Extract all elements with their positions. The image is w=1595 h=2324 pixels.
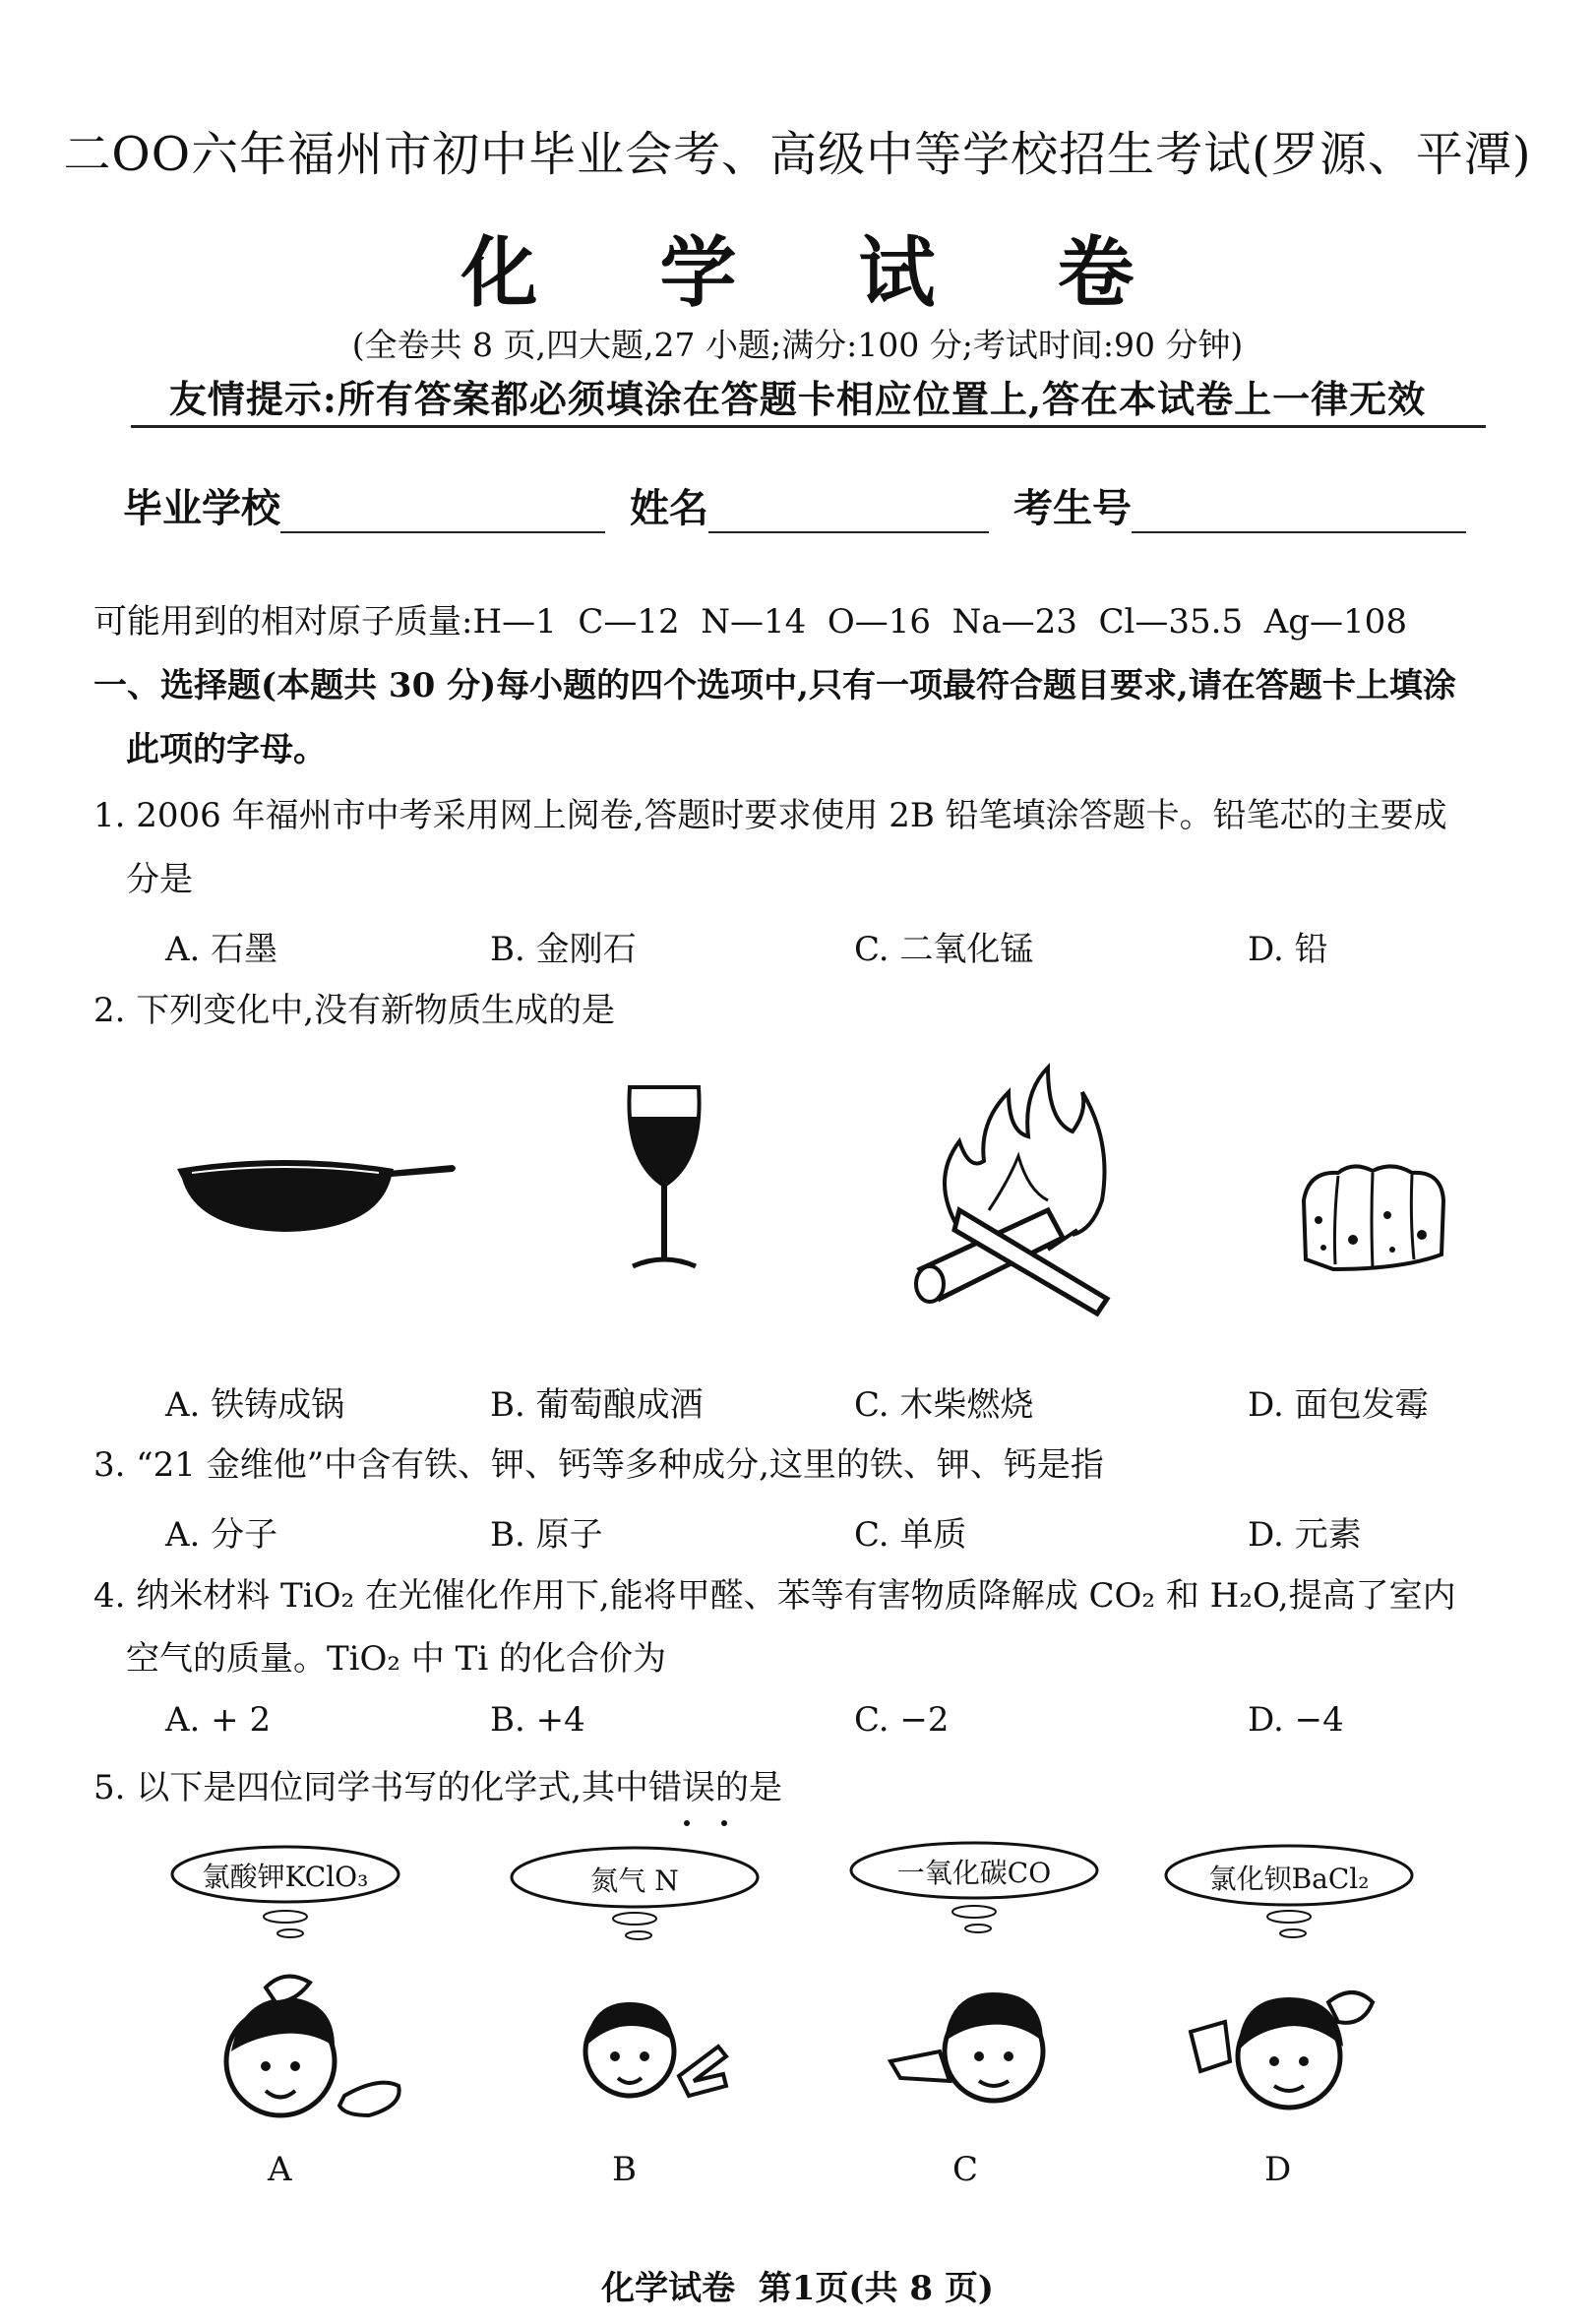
q5-stem: 5. 以下是四位同学书写的化学式,其中错误的是 bbox=[93, 1768, 783, 1807]
subject-char: 化 bbox=[460, 228, 538, 318]
moldy-bread-icon bbox=[1294, 1161, 1451, 1279]
q1-option-a: A. 石墨 bbox=[165, 930, 278, 969]
q4-option-c: C. −2 bbox=[854, 1700, 950, 1740]
q2-option-c: C. 木柴燃烧 bbox=[854, 1385, 1034, 1425]
q5-label-a: A bbox=[268, 2150, 292, 2189]
school-blank[interactable] bbox=[280, 492, 605, 533]
burning-wood-icon bbox=[900, 1063, 1136, 1318]
bubble-text-c: 一氧化碳CO bbox=[896, 1857, 1052, 1889]
subject-title bbox=[0, 212, 1595, 322]
q2-option-d: D. 面包发霉 bbox=[1248, 1385, 1429, 1425]
student-c-icon bbox=[881, 1968, 1077, 2125]
exam-title: 二OO六年福州市初中毕业会考、高级中等学校招生考试(罗源、平潭) bbox=[63, 127, 1532, 182]
student-b-icon bbox=[561, 1968, 738, 2125]
subject-char: 学 bbox=[659, 228, 737, 318]
q3-option-c: C. 单质 bbox=[854, 1515, 967, 1555]
q5-label-b: B bbox=[612, 2150, 637, 2189]
thought-bubble-a bbox=[167, 1840, 403, 1909]
q3-options bbox=[165, 1507, 1362, 1556]
id-blank[interactable] bbox=[1132, 492, 1466, 533]
q2-option-b: B. 葡萄酿成酒 bbox=[490, 1385, 704, 1425]
bubble-text-a: 氯酸钾KClO₃ bbox=[202, 1861, 369, 1893]
q2-option-a: A. 铁铸成锅 bbox=[165, 1385, 345, 1425]
id-label: 考生号 bbox=[1013, 485, 1132, 531]
emphasis-dot bbox=[721, 1820, 727, 1826]
thought-bubble-c bbox=[846, 1835, 1102, 1904]
q4-options bbox=[165, 1700, 1344, 1740]
emphasis-dot bbox=[684, 1820, 690, 1826]
q3-stem: 3. “21 金维他”中含有铁、钾、钙等多种成分,这里的铁、钾、钙是指 bbox=[93, 1445, 1104, 1485]
q2-options bbox=[165, 1377, 1429, 1426]
id-field bbox=[1013, 477, 1466, 533]
q4-stem: 4. 纳米材料 TiO₂ 在光催化作用下,能将甲醛、苯等有害物质降解成 CO₂ 和 H₂O,提高了室内 bbox=[93, 1576, 1456, 1616]
q3-option-a: A. 分子 bbox=[165, 1515, 278, 1555]
name-blank[interactable] bbox=[708, 492, 989, 533]
q1-option-b: B. 金刚石 bbox=[490, 930, 637, 969]
atomic-masses: 可能用到的相对原子质量:H—1 C—12 N—14 O—16 Na—23 Cl—35.5 Ag—108 bbox=[93, 602, 1407, 642]
bubble-text-d: 氯化钡BaCl₂ bbox=[1208, 1863, 1370, 1895]
q3-option-b: B. 原子 bbox=[490, 1515, 603, 1555]
page-footer: 化学试卷 第1页(共 8 页) bbox=[601, 2269, 994, 2308]
q5-label-d: D bbox=[1264, 2150, 1292, 2189]
thought-bubble-b bbox=[507, 1840, 763, 1909]
q1-options bbox=[165, 922, 1328, 970]
frying-pan-icon bbox=[167, 1131, 462, 1250]
student-a-icon bbox=[197, 1968, 413, 2135]
q4-stem-cont: 空气的质量。TiO₂ 中 Ti 的化合价为 bbox=[126, 1639, 667, 1679]
q1-option-d: D. 铅 bbox=[1248, 930, 1328, 969]
notice-underline bbox=[131, 425, 1486, 428]
q2-stem: 2. 下列变化中,没有新物质生成的是 bbox=[93, 991, 616, 1030]
section1-heading: 一、选择题(本题共 30 分)每小题的四个选项中,只有一项最符合题目要求,请在答题卡上填涂 bbox=[93, 666, 1456, 705]
q4-option-a: A. + 2 bbox=[165, 1700, 272, 1740]
q5-label-c: C bbox=[952, 2150, 979, 2189]
q1-stem: 1. 2006 年福州市中考采用网上阅卷,答题时要求使用 2B 铅笔填涂答题卡。铅笔芯的主要成 bbox=[93, 796, 1447, 835]
q4-option-d: D. −4 bbox=[1248, 1700, 1344, 1740]
school-label: 毕业学校 bbox=[123, 485, 280, 531]
subject-char: 试 bbox=[858, 228, 936, 318]
q4-option-b: B. +4 bbox=[490, 1700, 585, 1740]
thought-bubble-d bbox=[1161, 1838, 1417, 1907]
section1-heading-cont: 此项的字母。 bbox=[126, 730, 327, 769]
student-info-fields bbox=[123, 477, 1501, 533]
bubble-text-b: 氮气 N bbox=[590, 1865, 679, 1897]
notice: 友情提示:所有答案都必须填涂在答题卡相应位置上,答在本试卷上一律无效 bbox=[168, 377, 1427, 421]
subject-char: 卷 bbox=[1057, 228, 1135, 318]
wine-glass-icon bbox=[615, 1077, 713, 1284]
school-field bbox=[123, 477, 605, 533]
exam-info: (全卷共 8 页,四大题,27 小题;满分:100 分;考试时间:90 分钟) bbox=[351, 326, 1244, 364]
q1-stem-cont: 分是 bbox=[126, 860, 193, 899]
name-label: 姓名 bbox=[630, 485, 708, 531]
name-field bbox=[630, 477, 989, 533]
q1-option-c: C. 二氧化锰 bbox=[854, 930, 1034, 969]
student-d-icon bbox=[1181, 1963, 1417, 2130]
q3-option-d: D. 元素 bbox=[1248, 1515, 1362, 1555]
